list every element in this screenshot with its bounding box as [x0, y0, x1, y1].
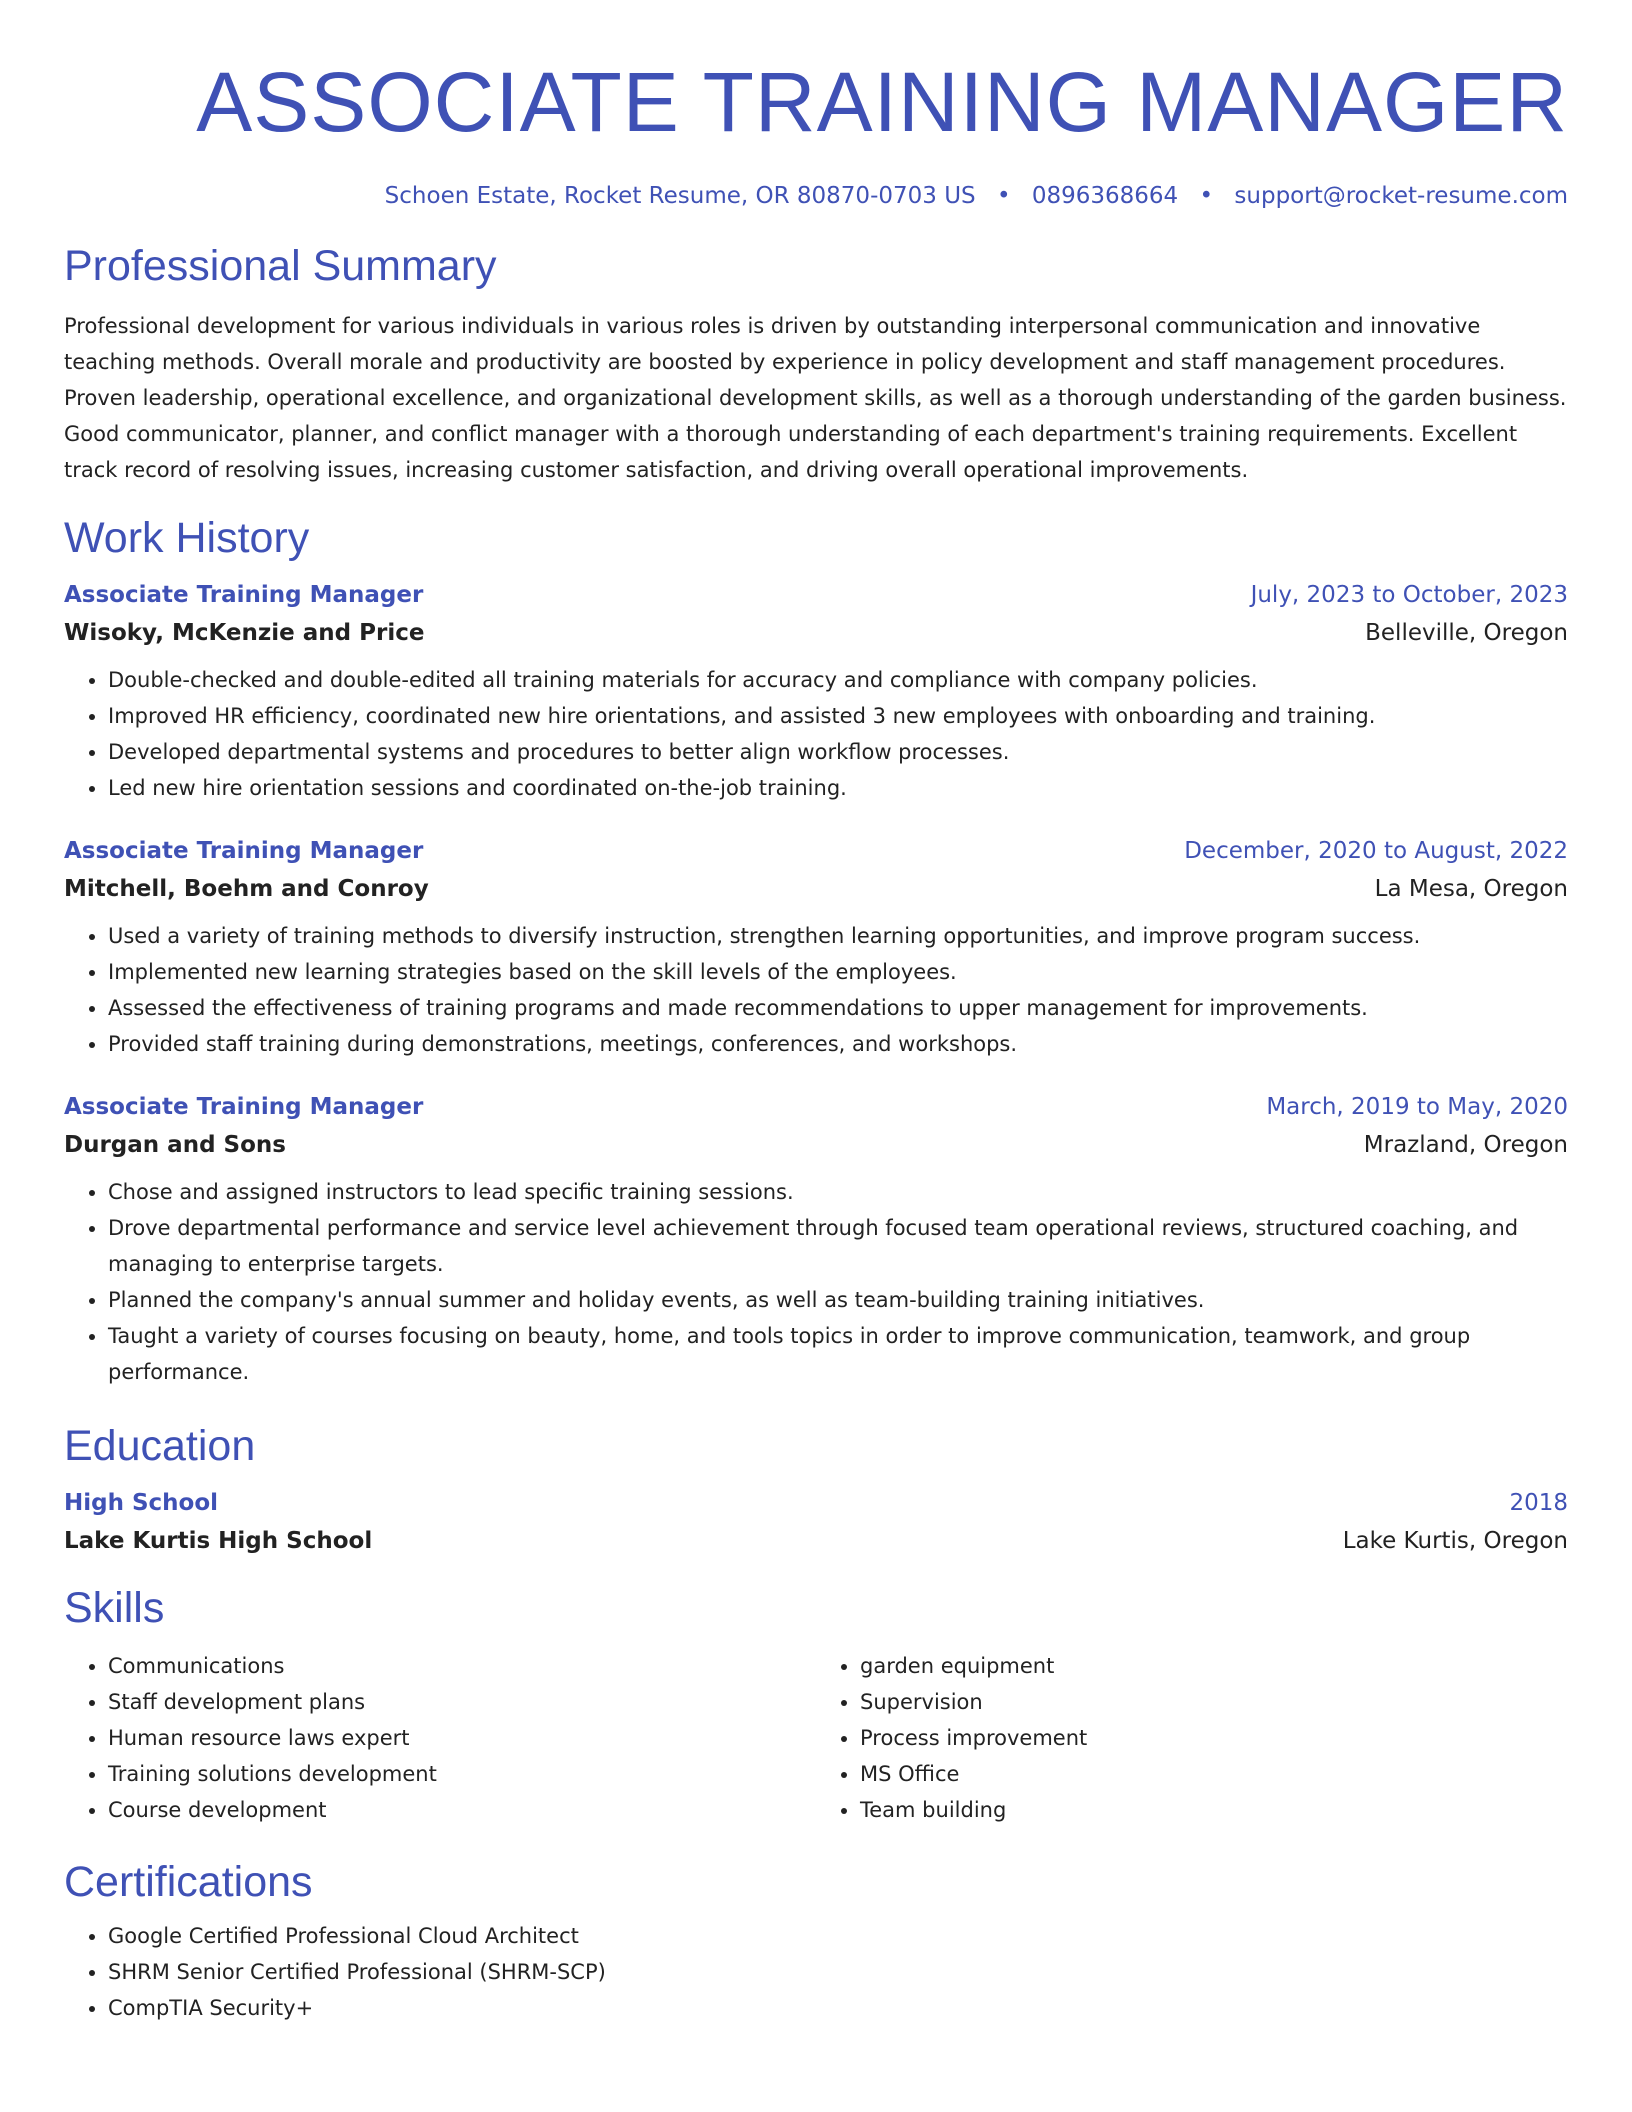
certifications-list — [64, 1918, 1568, 2026]
skill-item: • Staff development plans — [108, 1684, 816, 1720]
job-bullet: • Improved HR efficiency, coordinated new hire orientations, and assisted 3 new employees with onboarding and training. — [108, 698, 1568, 734]
certification-item: • Google Certified Professional Cloud Architect — [108, 1918, 1568, 1954]
job-company: Durgan and Sons — [64, 1132, 286, 1158]
resume-name: ASSOCIATE TRAINING MANAGER — [196, 55, 1568, 149]
skills-title: Skills — [64, 1584, 165, 1632]
job-entry — [64, 1088, 1568, 1390]
contact-line — [64, 180, 1568, 212]
job-entry — [64, 576, 1568, 806]
skills-grid — [64, 1648, 1568, 1828]
education-location: Lake Kurtis, Oregon — [1342, 1528, 1568, 1554]
job-bullets — [64, 662, 1568, 806]
skills-list-right — [816, 1648, 1568, 1828]
job-bullet: • Developed departmental systems and procedures to better align workflow processes. — [108, 734, 1568, 770]
education-title: Education — [64, 1422, 256, 1470]
summary-title: Professional Summary — [64, 242, 497, 290]
education-school: Lake Kurtis High School — [64, 1528, 373, 1554]
skill-item: • garden equipment — [860, 1648, 1568, 1684]
summary-text: Professional development for various individuals in various roles is driven by outstanding interpersonal communication and innovative teaching methods. Overall morale and productivity are boosted by experience in policy development and staff management procedures. Proven leadership, operational excellence, and organizational development skills, as well as a thorough understanding of the garden business. Good communicator, planner, and conflict manager with a thorough understanding of each department's training requirements. Excellent track record of resolving issues, increasing customer satisfaction, and driving overall operational improvements. — [64, 314, 1567, 482]
job-bullet: • Double-checked and double-edited all training materials for accuracy and compliance with company policies. — [108, 662, 1568, 698]
education-year: 2018 — [1509, 1490, 1568, 1516]
job-bullet: • Assessed the effectiveness of training programs and made recommendations to upper management for improvements. — [108, 990, 1568, 1026]
job-bullet: • Led new hire orientation sessions and coordinated on-the-job training. — [108, 770, 1568, 806]
job-company: Wisoky, McKenzie and Price — [64, 620, 425, 646]
job-location: Mrazland, Oregon — [1363, 1132, 1568, 1158]
job-bullets — [64, 1174, 1568, 1390]
job-bullet: • Taught a variety of courses focusing on beauty, home, and tools topics in order to improve communication, teamwork, and group performance. — [108, 1318, 1568, 1390]
job-bullets — [64, 918, 1568, 1062]
education-entry — [64, 1484, 1568, 1560]
contact-separator: • — [996, 183, 1011, 209]
certification-item: • CompTIA Security+ — [108, 1990, 1568, 2026]
job-bullet: • Planned the company's annual summer and holiday events, as well as team-building training initiatives. — [108, 1282, 1568, 1318]
contact-phone: 0896368664 — [1031, 183, 1179, 209]
job-entry — [64, 832, 1568, 1062]
contact-email: support@rocket-resume.com — [1234, 183, 1568, 209]
job-bullet: • Implemented new learning strategies based on the skill levels of the employees. — [108, 954, 1568, 990]
job-dates: March, 2019 to May, 2020 — [1266, 1094, 1568, 1120]
skill-item: • Process improvement — [860, 1720, 1568, 1756]
job-bullet: • Provided staff training during demonstrations, meetings, conferences, and workshops. — [108, 1026, 1568, 1062]
job-location: Belleville, Oregon — [1365, 620, 1568, 646]
skill-item: • MS Office — [860, 1756, 1568, 1792]
skill-item: • Communications — [108, 1648, 816, 1684]
job-dates: December, 2020 to August, 2022 — [1184, 838, 1568, 864]
job-bullet: • Used a variety of training methods to diversify instruction, strengthen learning opportunities, and improve program success. — [108, 918, 1568, 954]
job-bullet: • Drove departmental performance and service level achievement through focused team operational reviews, structured coaching, and managing to enterprise targets. — [108, 1210, 1568, 1282]
skill-item: • Supervision — [860, 1684, 1568, 1720]
job-role: Associate Training Manager — [64, 838, 424, 864]
skills-list-left — [64, 1648, 816, 1828]
skill-item: • Team building — [860, 1792, 1568, 1828]
job-location: La Mesa, Oregon — [1374, 876, 1568, 902]
skill-item: • Human resource laws expert — [108, 1720, 816, 1756]
job-company: Mitchell, Boehm and Conroy — [64, 876, 429, 902]
certifications-title: Certifications — [64, 1858, 313, 1906]
certification-item: • SHRM Senior Certified Professional (SHRM-SCP) — [108, 1954, 1568, 1990]
job-dates: July, 2023 to October, 2023 — [1250, 582, 1568, 608]
resume-header — [64, 0, 1568, 212]
skill-item: • Training solutions development — [108, 1756, 816, 1792]
education-degree: High School — [64, 1490, 219, 1516]
job-role: Associate Training Manager — [64, 582, 424, 608]
work-history-title: Work History — [64, 514, 310, 562]
job-bullet: • Chose and assigned instructors to lead specific training sessions. — [108, 1174, 1568, 1210]
skill-item: • Course development — [108, 1792, 816, 1828]
job-role: Associate Training Manager — [64, 1094, 424, 1120]
contact-separator: • — [1199, 183, 1214, 209]
contact-address: Schoen Estate, Rocket Resume, OR 80870-0703 US — [384, 183, 976, 209]
